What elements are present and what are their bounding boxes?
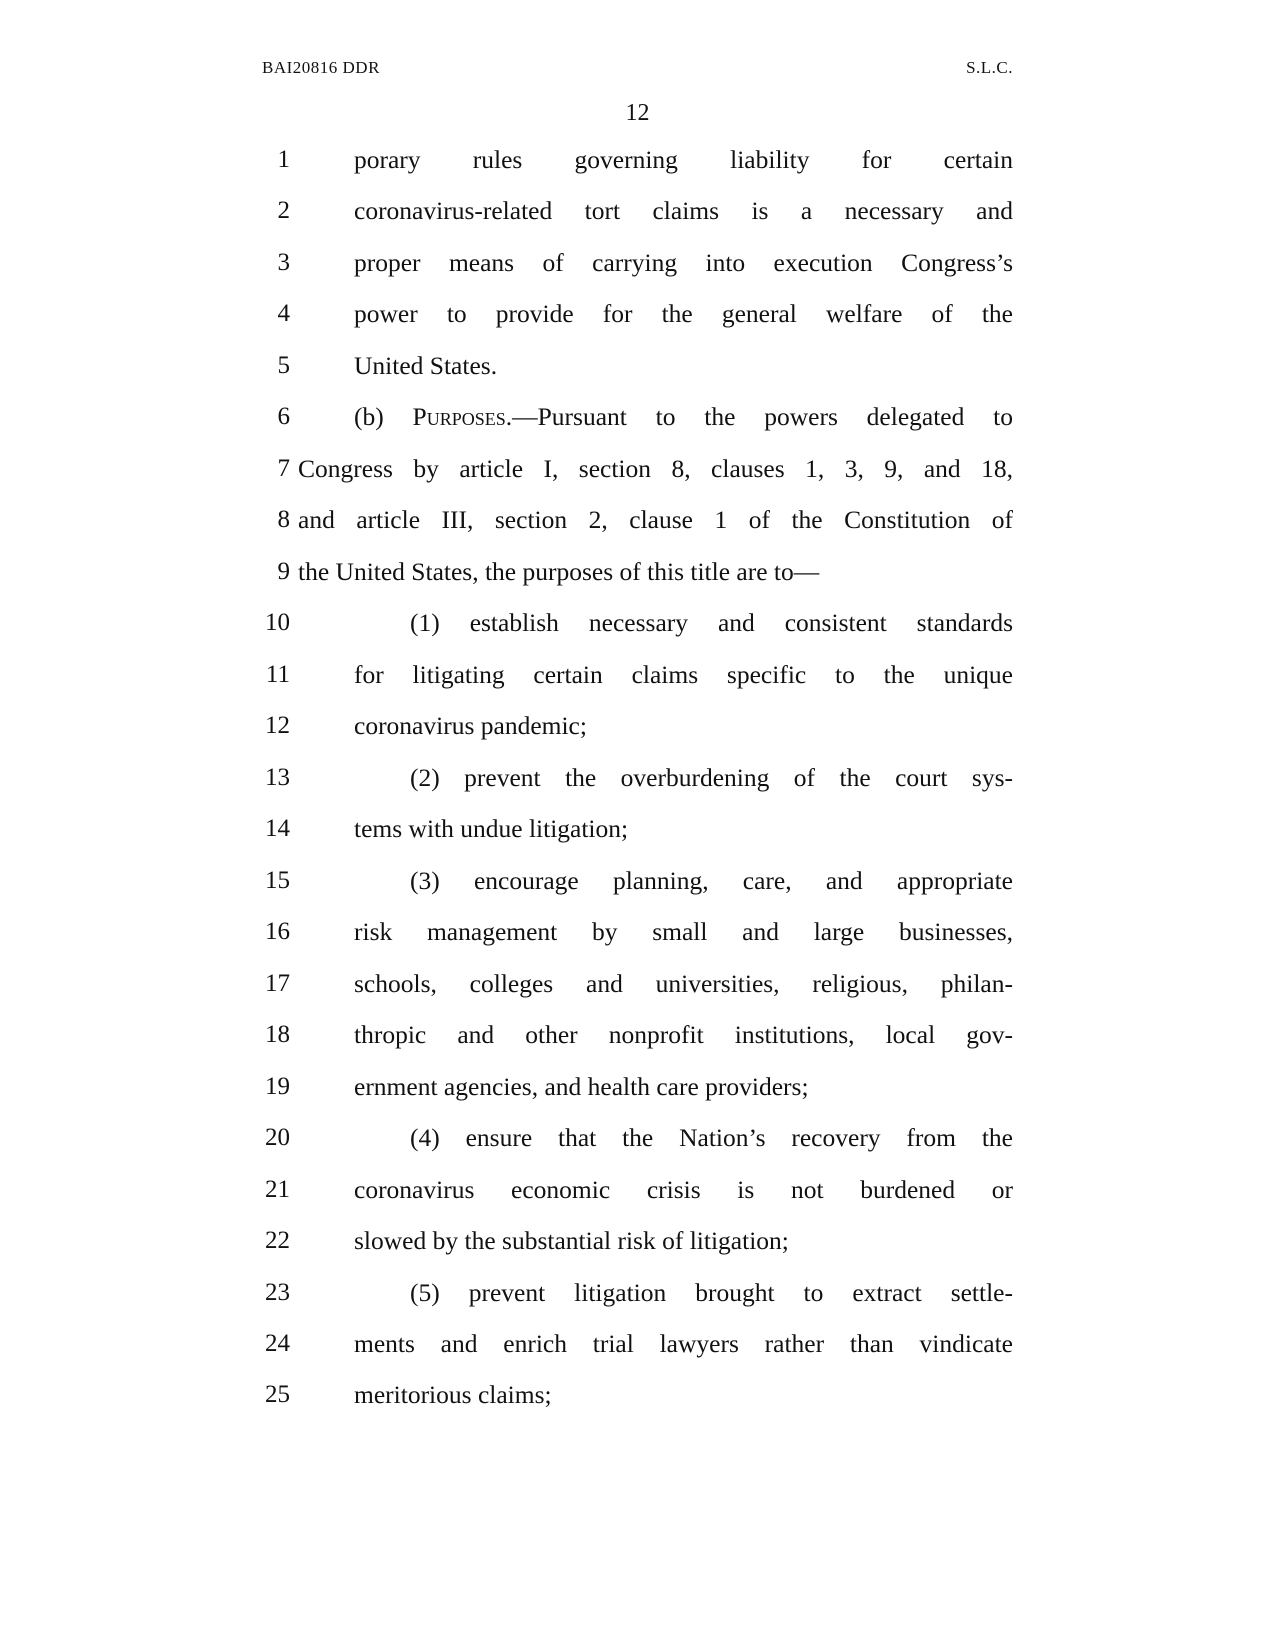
line-text: coronavirus economic crisis is not burdened or bbox=[354, 1175, 1013, 1204]
line-number: 5 bbox=[277, 352, 290, 379]
line-text: and article III, section 2, clause 1 of the Constitution of bbox=[298, 505, 1013, 534]
text-line bbox=[0, 1118, 1275, 1158]
line-text: porary rules governing liability for certain bbox=[354, 145, 1013, 174]
line-number: 18 bbox=[265, 1021, 290, 1048]
line-text: (1) establish necessary and consistent standards bbox=[410, 608, 1013, 637]
text-line bbox=[0, 500, 1275, 540]
line-text: (4) ensure that the Nation’s recovery from the bbox=[410, 1123, 1013, 1152]
text-line bbox=[0, 140, 1275, 180]
line-text: the United States, the purposes of this title are to— bbox=[298, 557, 820, 586]
document-id: BAI20816 DDR bbox=[262, 58, 380, 77]
line-text: Congress by article I, section 8, clauses 1, 3, 9, and 18, bbox=[298, 454, 1013, 483]
line-number: 23 bbox=[265, 1279, 290, 1306]
text-line bbox=[0, 397, 1275, 437]
line-number: 21 bbox=[265, 1176, 290, 1203]
text-line bbox=[0, 655, 1275, 695]
line-number: 10 bbox=[265, 609, 290, 636]
text-line bbox=[0, 758, 1275, 798]
line-text bbox=[354, 397, 1013, 437]
line-number: 13 bbox=[265, 764, 290, 791]
line-number: 8 bbox=[277, 506, 290, 533]
line-number: 14 bbox=[265, 815, 290, 842]
line-text: (5) prevent litigation brought to extract settle- bbox=[410, 1278, 1013, 1307]
text-line bbox=[0, 603, 1275, 643]
text-line bbox=[0, 552, 1275, 592]
text-line bbox=[0, 1067, 1275, 1107]
line-number: 1 bbox=[277, 146, 290, 173]
office-code: S.L.C. bbox=[966, 58, 1013, 77]
line-number: 20 bbox=[265, 1124, 290, 1151]
line-text: ments and enrich trial lawyers rather than vindicate bbox=[354, 1329, 1013, 1358]
line-number: 3 bbox=[277, 249, 290, 276]
subsection-heading: Purposes bbox=[412, 402, 506, 431]
line-text: coronavirus-related tort claims is a necessary and bbox=[354, 196, 1013, 225]
line-number: 2 bbox=[277, 197, 290, 224]
line-text: thropic and other nonprofit institutions, local gov- bbox=[354, 1020, 1013, 1049]
text-line bbox=[0, 449, 1275, 489]
line-number: 17 bbox=[265, 970, 290, 997]
line-text-rest: .—Pursuant to the powers delegated to bbox=[505, 402, 1013, 431]
line-number: 6 bbox=[277, 403, 290, 430]
line-text: (2) prevent the overburdening of the court sys- bbox=[410, 763, 1013, 792]
line-text: tems with undue litigation; bbox=[354, 814, 629, 843]
line-number: 7 bbox=[277, 455, 290, 482]
text-line bbox=[0, 191, 1275, 231]
line-number: 12 bbox=[265, 712, 290, 739]
line-number: 25 bbox=[265, 1381, 290, 1408]
text-line bbox=[0, 294, 1275, 334]
text-line bbox=[0, 912, 1275, 952]
line-number: 16 bbox=[265, 918, 290, 945]
text-line bbox=[0, 1015, 1275, 1055]
text-line bbox=[0, 243, 1275, 283]
line-text: for litigating certain claims specific to the unique bbox=[354, 660, 1013, 689]
line-text: power to provide for the general welfare of the bbox=[354, 299, 1013, 328]
text-line bbox=[0, 706, 1275, 746]
line-text: proper means of carrying into execution Congress’s bbox=[354, 248, 1013, 277]
line-text: ernment agencies, and health care providers; bbox=[354, 1072, 809, 1101]
line-number: 9 bbox=[277, 558, 290, 585]
line-text: (3) encourage planning, care, and appropriate bbox=[410, 866, 1013, 895]
line-text: United States. bbox=[354, 351, 498, 380]
line-number: 19 bbox=[265, 1073, 290, 1100]
line-text: risk management by small and large businesses, bbox=[354, 917, 1013, 946]
line-text: coronavirus pandemic; bbox=[354, 711, 587, 740]
line-number: 4 bbox=[277, 300, 290, 327]
line-text: schools, colleges and universities, religious, philan- bbox=[354, 969, 1013, 998]
line-text: meritorious claims; bbox=[354, 1380, 552, 1409]
text-line bbox=[0, 1324, 1275, 1364]
text-line bbox=[0, 809, 1275, 849]
text-line bbox=[0, 1273, 1275, 1313]
text-line bbox=[0, 1170, 1275, 1210]
line-text: slowed by the substantial risk of litigation; bbox=[354, 1226, 789, 1255]
line-number: 22 bbox=[265, 1227, 290, 1254]
text-line bbox=[0, 346, 1275, 386]
line-number: 11 bbox=[265, 661, 290, 688]
line-number: 15 bbox=[265, 867, 290, 894]
page-number: 12 bbox=[625, 100, 650, 126]
text-line bbox=[0, 861, 1275, 901]
line-number: 24 bbox=[265, 1330, 290, 1357]
text-line bbox=[0, 964, 1275, 1004]
subsection-marker: (b) bbox=[354, 402, 413, 431]
text-line bbox=[0, 1375, 1275, 1415]
text-line bbox=[0, 1221, 1275, 1261]
